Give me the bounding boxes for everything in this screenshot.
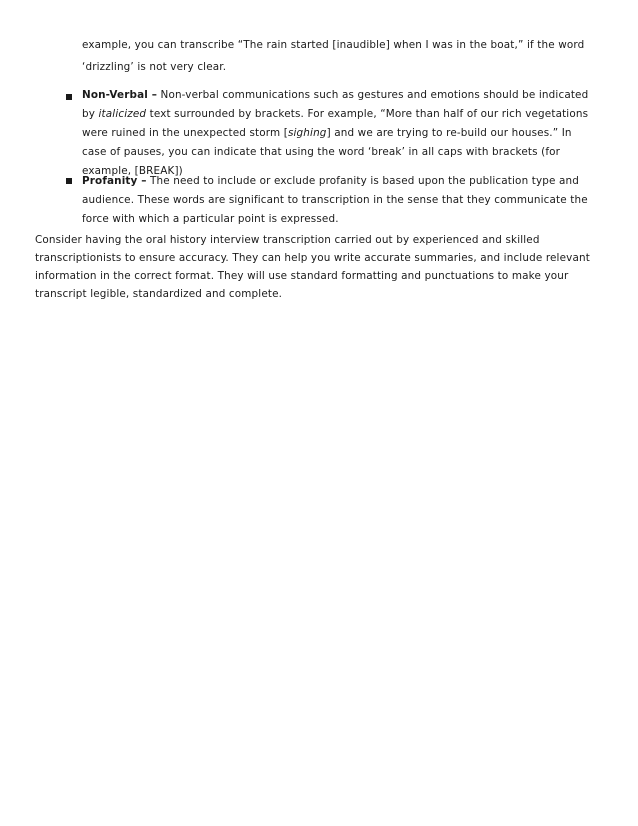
paragraph-line-2: transcriptionists to ensure accuracy. They can help you write accurate summaries, and include relevant [35, 252, 590, 264]
bullet-term: Profanity – [82, 175, 147, 187]
bullet-text: were ruined in the unexpected storm [ [82, 127, 288, 139]
bullet-text: The need to include or exclude profanity is based upon the publication type and [146, 175, 580, 187]
italic-text: italicized [98, 108, 147, 120]
continuation-line-2: ‘drizzling’ is not very clear. [82, 61, 227, 73]
bullet-text: by [82, 108, 99, 120]
bullet-line-1 [82, 86, 588, 104]
bullet-line-4: case of pauses, you can indicate that using the word ‘break’ in all caps with brackets (for [82, 146, 561, 158]
bullet-line-1 [82, 172, 579, 190]
bullet-line-3 [82, 124, 572, 142]
italic-text: sighing [287, 127, 327, 139]
bullet-line-2 [82, 105, 588, 123]
paragraph-line-1: Consider having the oral history interview transcription carried out by experienced and skilled [35, 234, 540, 246]
bullet-text: ] and we are trying to re-build our houses.” In [326, 127, 572, 139]
bullet-text: Non-verbal communications such as gestures and emotions should be indicated [157, 89, 589, 101]
paragraph-line-4: transcript legible, standardized and complete. [35, 288, 283, 300]
bullet-line-5: example, [BREAK]) [82, 165, 183, 177]
paragraph-line-3: information in the correct format. They will use standard formatting and punctuations to make your [35, 270, 569, 282]
bullet-line-3: force with which a particular point is expressed. [82, 213, 339, 225]
continuation-line-1: example, you can transcribe “The rain started [inaudible] when I was in the boat,” if the word [82, 39, 585, 51]
bullet-text: text surrounded by brackets. For example, “More than half of our rich vegetations [146, 108, 589, 120]
square-bullet-icon [66, 94, 72, 100]
bullet-term: Non-Verbal – [82, 89, 158, 101]
bullet-line-2: audience. These words are significant to transcription in the sense that they communicate the [82, 194, 588, 206]
square-bullet-icon [66, 178, 72, 184]
